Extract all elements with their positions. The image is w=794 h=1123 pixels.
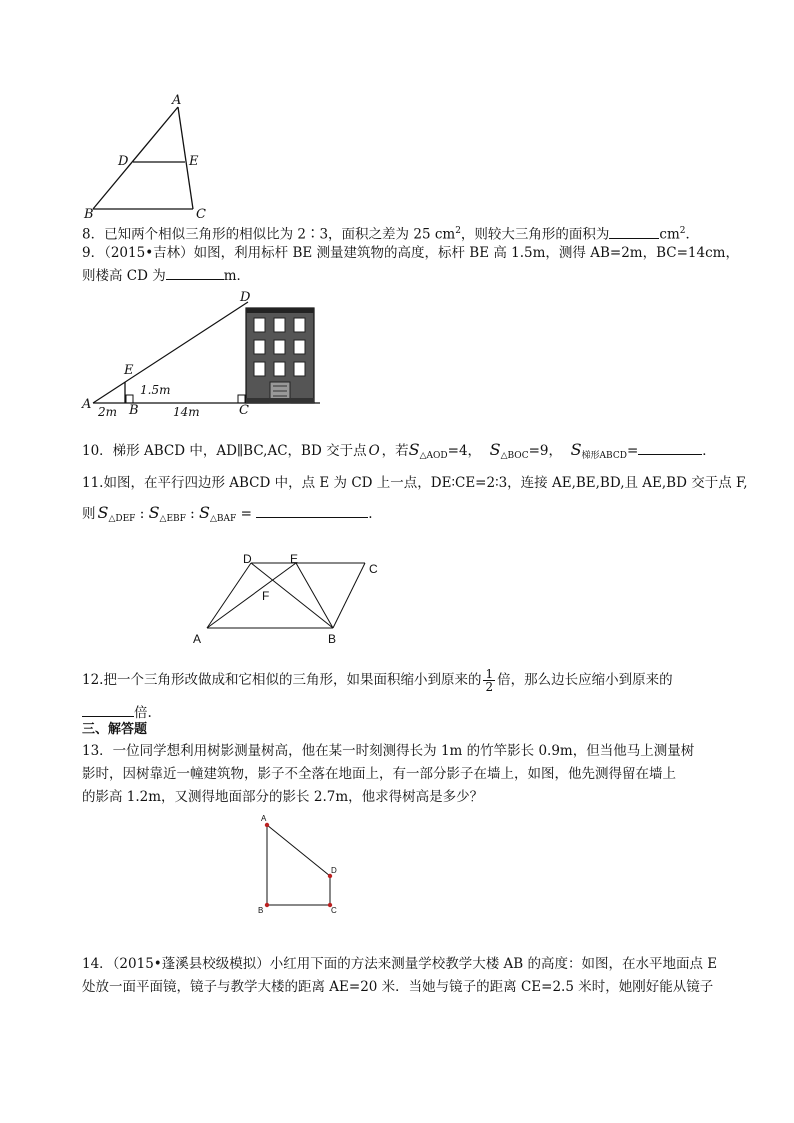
- q8-text-mid: ，则较大三角形的面积为: [460, 226, 610, 243]
- q11-eq: =: [236, 506, 252, 522]
- question-11-line1: 11.如图，在平行四边形 ABCD 中，点 E 为 CD 上一点，DE∶CE=2∶3，连接 AE,BE,BD,且 AE,BD 交于点 F,: [82, 475, 748, 491]
- q9-text-pre: 则楼高 CD 为: [82, 268, 166, 284]
- q9-unit: m．: [223, 268, 251, 284]
- fig9-label-b: B: [129, 403, 139, 418]
- fig13-label-c: C: [331, 906, 337, 915]
- q11-s1-sub: △DEF: [108, 514, 136, 524]
- fig9-label-c: C: [239, 403, 249, 418]
- q11-colon1: :: [135, 506, 149, 522]
- fig11-label-d: D: [243, 552, 252, 566]
- question-14-line1: 14．（2015•蓬溪县校级模拟）小红用下面的方法来测量学校教学大楼 AB 的高度：如图，在水平地面点 E: [82, 956, 718, 972]
- fig9-label-d: D: [240, 290, 251, 305]
- q11-s3: S: [199, 503, 210, 522]
- fig9-label-ab: 2m: [98, 405, 118, 419]
- triangle-figure: [80, 92, 220, 222]
- q11-s1: S: [97, 503, 109, 522]
- tree-shadow-figure: [255, 815, 345, 915]
- question-9-line2: [82, 266, 250, 285]
- q8-sup2: 2: [679, 226, 686, 236]
- fig13-label-d: D: [331, 866, 337, 875]
- q10-s2-val: =9，: [528, 443, 562, 459]
- q9-answer-blank[interactable]: [166, 266, 224, 280]
- fig9-label-a: A: [82, 397, 92, 412]
- q11-colon2: :: [185, 506, 200, 522]
- q10-answer-blank[interactable]: [638, 441, 702, 455]
- q12-answer-blank[interactable]: [82, 703, 134, 717]
- q10-s2: S: [489, 440, 501, 459]
- q10-end: ．: [702, 443, 716, 459]
- q8-unit: cm: [659, 226, 680, 243]
- question-12-line1: [82, 668, 673, 693]
- q11-s2: S: [148, 503, 160, 522]
- question-8: [82, 222, 699, 244]
- q10-s1-sub: △AOD: [419, 451, 448, 461]
- fig8-label-d: D: [118, 154, 129, 169]
- q10-s1: S: [408, 440, 420, 459]
- q10-text-pre: 10．梯形 ABCD 中，AD∥BC,AC，BD 交于点: [82, 443, 367, 459]
- section-3-heading: 三、解答题: [82, 722, 148, 737]
- q11-s2-sub: △EBF: [159, 514, 186, 524]
- question-10: [82, 441, 716, 465]
- q11-end: .: [368, 506, 373, 522]
- fig9-label-h: 1.5m: [140, 383, 171, 397]
- q12-text-post: 倍，那么边长应缩小到原来的: [497, 672, 673, 688]
- q10-s3-sub: 梯形ABCD: [581, 451, 627, 461]
- fig13-label-b: B: [258, 906, 264, 915]
- q12-text-pre: 12.把一个三角形改做成和它相似的三角形，如果面积缩小到原来的: [82, 672, 482, 688]
- fig8-label-e: E: [189, 154, 199, 169]
- building-figure: [80, 290, 330, 420]
- question-14-line2: 处放一面平面镜，镜子与教学大楼的距离 AE=20 米．当她与镜子的距离 CE=2.5 米时，她刚好能从镜子: [82, 979, 714, 995]
- building-icon: [246, 308, 314, 403]
- q11-text-pre: 则: [82, 506, 96, 522]
- fig13-label-a: A: [261, 814, 267, 823]
- q12-frac-num: 1: [485, 667, 494, 681]
- q10-text-mid: ，若: [381, 443, 409, 459]
- fig11-label-b: B: [328, 632, 337, 646]
- fig8-label-b: B: [84, 207, 94, 222]
- question-9-line1: 9．（2015•吉林）如图，利用标杆 BE 测量建筑物的高度，标杆 BE 高 1.5m，测得 AB=2m，BC=14cm，: [82, 245, 739, 261]
- q8-end: ．: [685, 226, 700, 243]
- q8-answer-blank[interactable]: [609, 225, 659, 239]
- fig11-label-c: C: [369, 562, 378, 576]
- q8-text-pre: 8．已知两个相似三角形的相似比为 2∶3，面积之差为 25 cm: [82, 226, 456, 243]
- question-13-line2: 影时，因树靠近一幢建筑物，影子不全落在地面上，有一部分影子在墙上，如图，他先测得留在墙上: [82, 766, 676, 782]
- q10-s1-val: =4，: [447, 443, 482, 459]
- q12-frac-den: 2: [485, 680, 494, 694]
- q11-s3-sub: △BAF: [210, 514, 237, 524]
- fig11-label-e: E: [290, 552, 299, 566]
- q10-s3: S: [570, 440, 582, 459]
- question-13-line1: 13．一位同学想利用树影测量树高，他在某一时刻测得长为 1m 的竹竿影长 0.9m，但当他马上测量树: [82, 743, 695, 759]
- question-13-line3: 的影高 1.2m，又测得地面部分的影长 2.7m，他求得树高是多少？: [82, 789, 484, 805]
- question-12-line2: [82, 703, 152, 722]
- fig11-label-a: A: [193, 632, 202, 646]
- fig11-label-f: F: [262, 589, 270, 603]
- question-11-line2: [82, 504, 372, 528]
- q10-point-o: O: [368, 443, 380, 459]
- fig8-label-a: A: [172, 93, 182, 108]
- q10-s3-val: =: [626, 443, 639, 459]
- q10-s2-sub: △BOC: [500, 451, 529, 461]
- q12-fraction: [483, 668, 495, 693]
- q12-end: 倍.: [134, 705, 152, 721]
- fig8-label-c: C: [196, 207, 206, 222]
- q11-answer-blank[interactable]: [256, 504, 368, 518]
- fig9-label-bc: 14m: [173, 405, 200, 419]
- q8-sup1: 2: [455, 226, 461, 236]
- fig9-label-e: E: [124, 363, 134, 378]
